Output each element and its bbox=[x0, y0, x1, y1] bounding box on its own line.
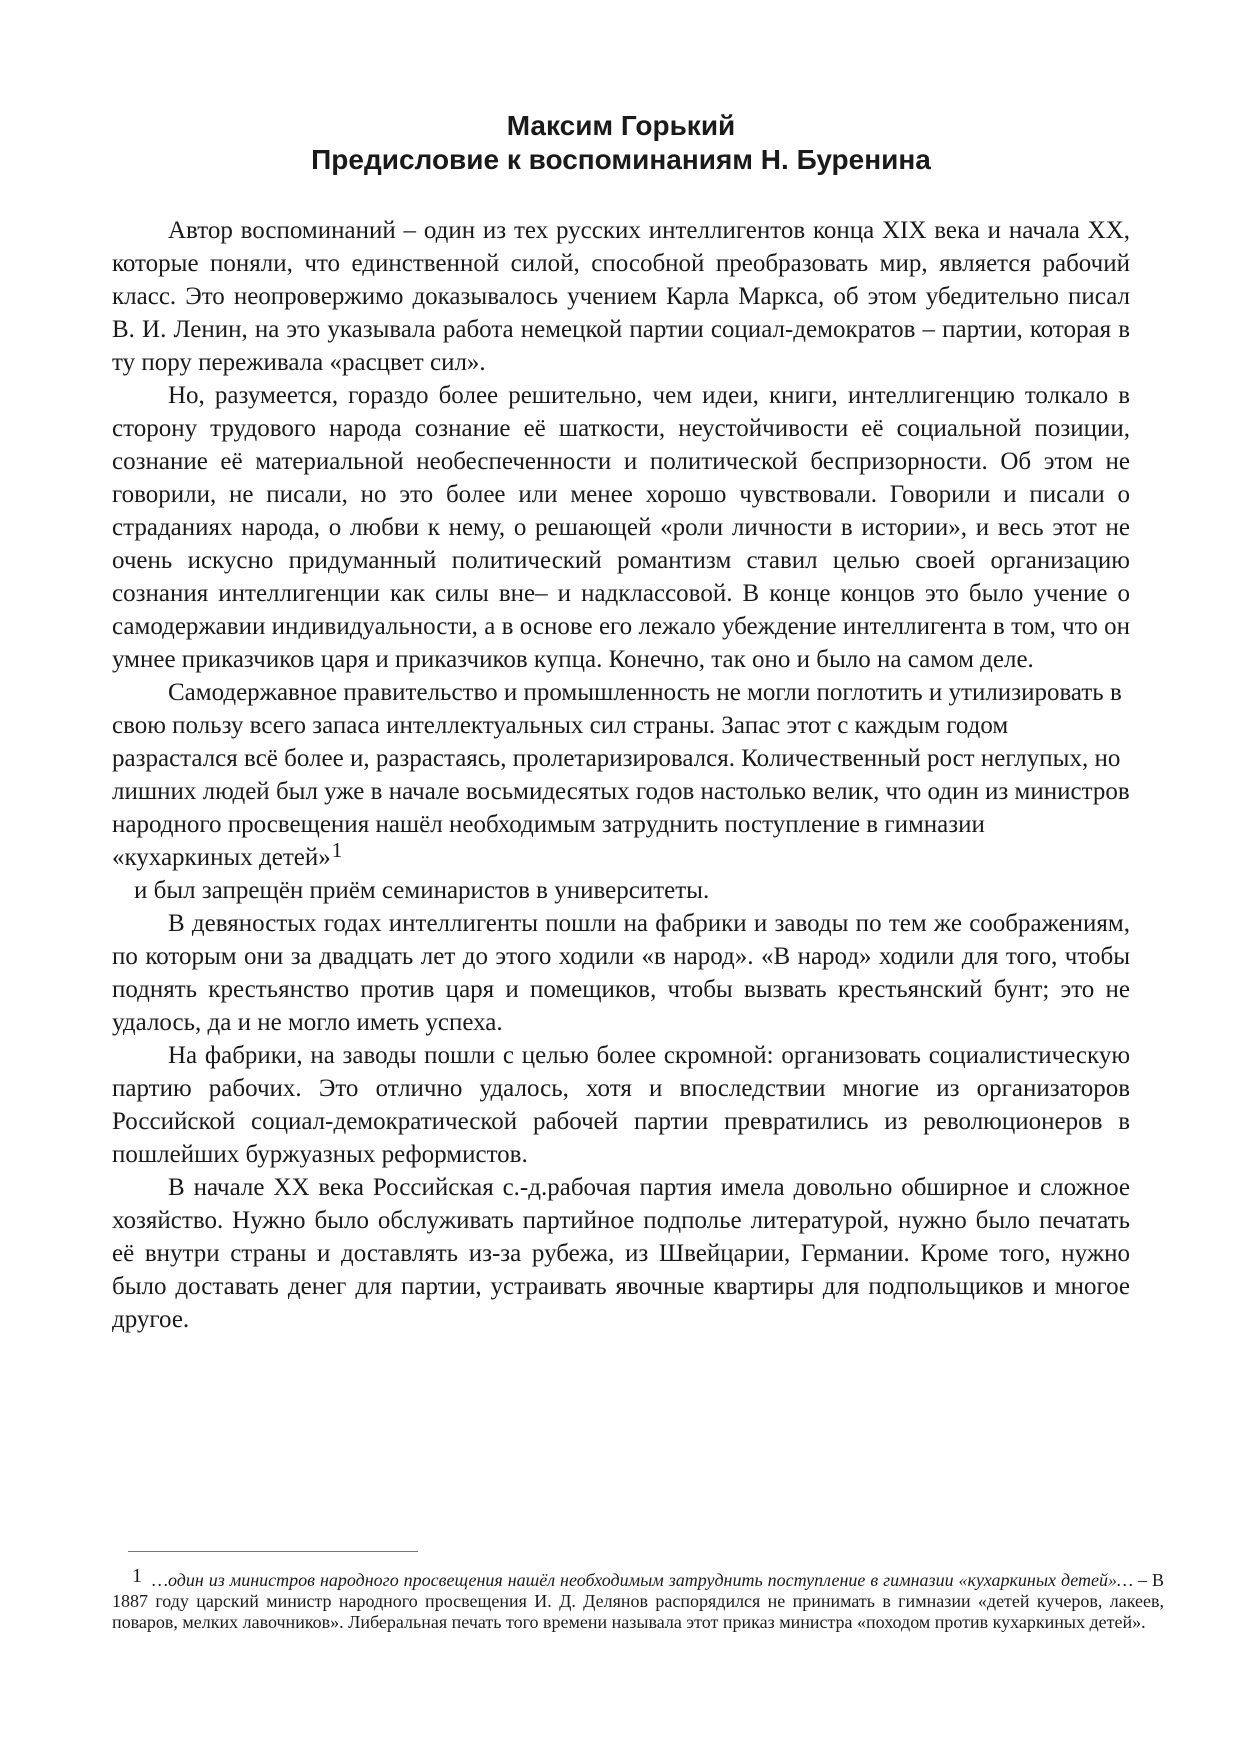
body-text bbox=[112, 214, 1130, 1336]
paragraph-continuation: и был запрещён приём семинаристов в университеты. bbox=[134, 877, 710, 904]
footnote-number: 1 bbox=[132, 1565, 142, 1587]
paragraph-text: Самодержавное правительство и промышленность не могли поглотить и утилизировать в свою пользу всего запаса интеллектуальных сил страны. Запас этот с каждым годом разрастался всё более и, разрастаясь, пролетаризировался. Количественный рост неглупых, но лишних людей был уже в начале восьмидесятых годов настолько велик, что один из министров народного просвещения нашёл необходимым затруднить поступление в гимназии «кухаркиных детей» bbox=[112, 679, 1130, 871]
footnote-separator bbox=[128, 1551, 418, 1552]
footnote bbox=[112, 1565, 1164, 1633]
footnote-reference[interactable]: 1 bbox=[331, 838, 343, 862]
paragraph: В начале XX века Российская с.-д.рабочая партия имела довольно обширное и сложное хозяйство. Нужно было обслуживать партийное подполье литературой, нужно было печатать её внутри страны и доставлять из-за рубежа, из Швейцарии, Германии. Кроме того, нужно было доставать денег для партии, устраивать явочные квартиры для подпольщиков и многое другое. bbox=[112, 1174, 1130, 1333]
paragraph: В девяностых годах интеллигенты пошли на фабрики и заводы по тем же соображениям, по которым они за двадцать лет до этого ходили «в народ». «В народ» ходили для того, чтобы поднять крестьянство против царя и помещиков, чтобы вызвать крестьянский бунт; это не удалось, да и не могло иметь успеха. bbox=[112, 910, 1130, 1036]
author-name: Максим Горький bbox=[506, 110, 736, 141]
paragraph: На фабрики, на заводы пошли с целью более скромной: организовать социалистическую партию рабочих. Это отлично удалось, хотя и впоследствии многие из организаторов Российской социал-демократической рабочей партии превратились из революционеров в пошлейших буржуазных реформистов. bbox=[112, 1042, 1130, 1168]
footnote-text: – В 1887 году царский министр народного просвещения И. Д. Делянов распорядился не принимать в гимназии «детей кучеров, лакеев, поваров, мелких лавочников». Либеральная печать того времени называла этот приказ министра «походом против кухаркиных детей». bbox=[112, 1570, 1164, 1632]
document-title: Предисловие к воспоминаниям Н. Буренина bbox=[311, 144, 931, 175]
footnote-quote: …один из министров народного просвещения нашёл необходимым затруднить поступление в гимназии «кухаркиных детей»… bbox=[152, 1570, 1134, 1590]
paragraph-with-footnote bbox=[112, 676, 1130, 874]
paragraph: Автор воспоминаний – один из тех русских интеллигентов конца XIX века и начала XX, которые поняли, что единственной силой, способной преобразовать мир, является рабочий класс. Это неопровержимо доказывалось учением Карла Маркса, об этом убедительно писал В. И. Ленин, на это указывала работа немецкой партии социал-демократов – партии, которая в ту пору переживала «расцвет сил». bbox=[112, 217, 1130, 376]
paragraph: Но, разумеется, гораздо более решительно, чем идеи, книги, интеллигенцию толкало в сторону трудового народа сознание её шаткости, неустойчивости её социальной позиции, сознание её материальной необеспеченности и политической беспризорности. Об этом не говорили, не писали, но это более или менее хорошо чувствовали. Говорили и писали о страданиях народа, о любви к нему, о решающей «роли личности в истории», и весь этот не очень искусно придуманный политический романтизм ставил целью своей организацию сознания интеллигенции как силы вне– и надклассовой. В конце концов это было учение о самодержавии индивидуальности, а в основе его лежало убеждение интеллигента в том, что он умнее приказчиков царя и приказчиков купца. Конечно, так оно и было на самом деле. bbox=[112, 382, 1130, 673]
title-block bbox=[0, 109, 1242, 177]
